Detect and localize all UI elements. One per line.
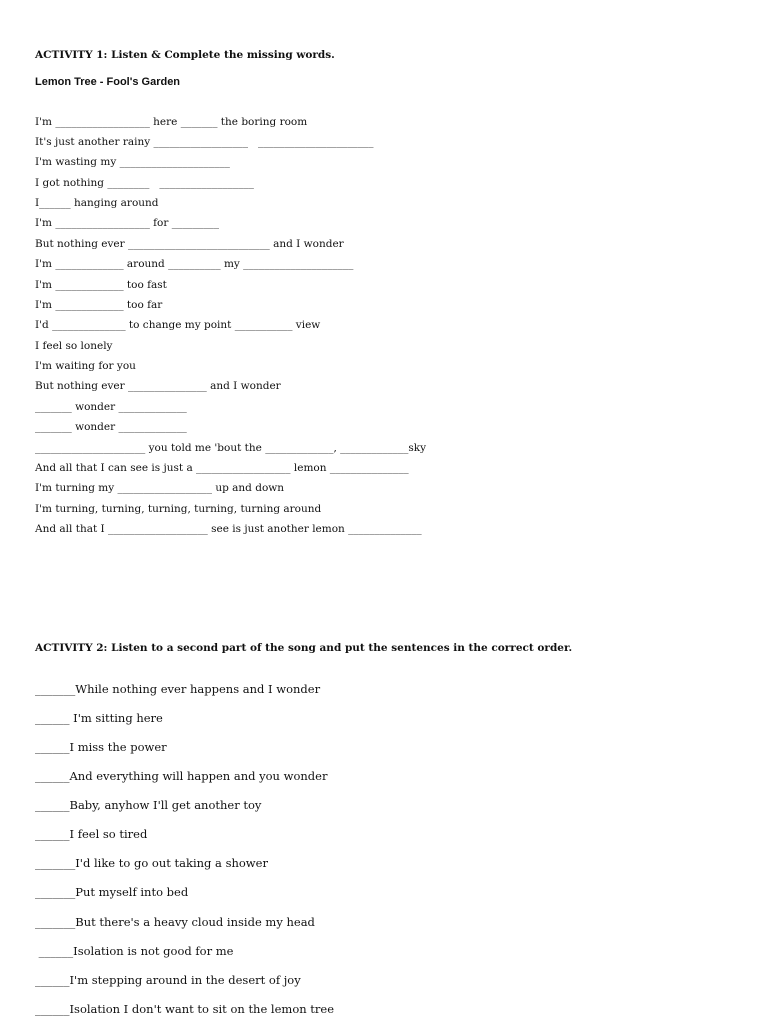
sentence-item: _______While nothing ever happens and I wonder	[35, 682, 321, 696]
lyric-line: I'm turning, turning, turning, turning, turning around	[35, 503, 322, 515]
activity1-heading: ACTIVITY 1: Listen & Complete the missing words.	[35, 49, 335, 61]
lyric-line: I'm waiting for you	[35, 360, 136, 372]
sentence-item: _______Put myself into bed	[35, 885, 189, 899]
sentence-item: ______Baby, anyhow I'll get another toy	[35, 798, 262, 812]
lyric-line: _______ wonder _____________	[35, 421, 187, 433]
sentence-item: _______But there's a heavy cloud inside my head	[35, 915, 315, 929]
lyric-line: I'm _____________ too far	[35, 299, 163, 311]
lyric-line: I'm __________________ here _______ the boring room	[35, 116, 308, 128]
lyric-line: It's just another rainy __________________ ______________________	[35, 136, 374, 148]
lyric-line: I'm wasting my _____________________	[35, 156, 230, 168]
lyric-line: But nothing ever _______________ and I wonder	[35, 380, 281, 392]
lyric-line: _______ wonder _____________	[35, 401, 187, 413]
lyric-line: I'm turning my __________________ up and down	[35, 482, 285, 494]
sentence-item: _______I'd like to go out taking a shower	[35, 856, 268, 870]
lyric-line: I______ hanging around	[35, 197, 159, 209]
lyric-line: And all that I can see is just a __________________ lemon _______________	[35, 462, 409, 474]
lyric-line: I'm _____________ too fast	[35, 279, 167, 291]
sentence-item: ______I feel so tired	[35, 827, 148, 841]
lyric-line: _____________________ you told me 'bout the _____________, _____________sky	[35, 442, 427, 454]
lyric-line: I'm __________________ for _________	[35, 217, 219, 229]
lyric-line: I'd ______________ to change my point ___________ view	[35, 319, 321, 331]
sentence-item: ______Isolation I don't want to sit on the lemon tree	[35, 1002, 335, 1016]
lyric-line: I got nothing ________ __________________	[35, 177, 254, 189]
lyric-line: And all that I ___________________ see is just another lemon ______________	[35, 523, 422, 535]
activity2-heading: ACTIVITY 2: Listen to a second part of the song and put the sentences in the correct order.	[35, 642, 573, 654]
sentence-item: ______And everything will happen and you wonder	[35, 769, 328, 783]
lyric-line: I'm _____________ around __________ my _____________________	[35, 258, 354, 270]
sentence-item: ______ I'm sitting here	[35, 711, 163, 725]
sentence-item: ______I'm stepping around in the desert of joy	[35, 973, 301, 987]
lyric-line: I feel so lonely	[35, 340, 113, 352]
sentence-item: ______I miss the power	[35, 740, 167, 754]
lyric-line: But nothing ever ___________________________ and I wonder	[35, 238, 344, 250]
sentence-item: ______Isolation is not good for me	[35, 944, 234, 958]
song-title: Lemon Tree - Fool's Garden	[35, 76, 181, 88]
